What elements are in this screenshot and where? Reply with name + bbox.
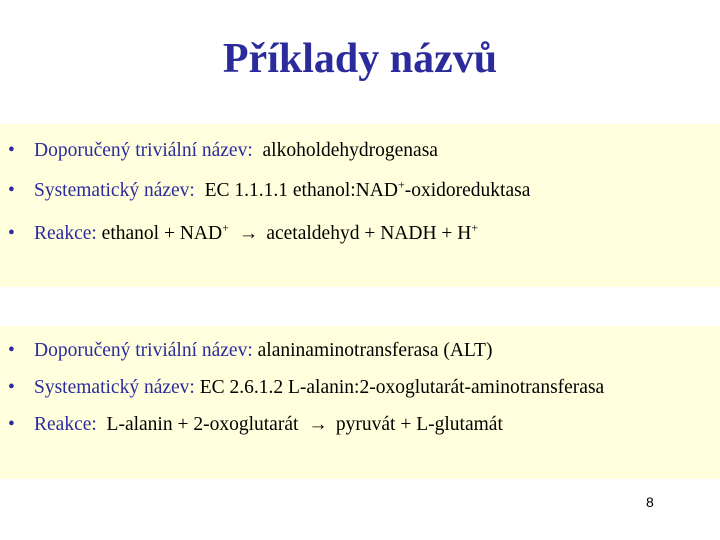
trivial-name-label: Doporučený triviální název:	[34, 340, 253, 361]
example-box-alanine-aminotransferase	[0, 326, 720, 479]
reaction-products: pyruvát + L-glutamát	[335, 414, 503, 435]
page-number: 8	[646, 494, 654, 510]
bullet-marker: •	[8, 340, 15, 361]
reaction-products-text: acetaldehyd + NADH + H	[266, 223, 472, 244]
bullet-text	[34, 138, 438, 164]
reaction-label: Reakce:	[34, 414, 97, 435]
bullet-text	[34, 178, 530, 204]
slide-title: Příklady názvů	[222, 36, 498, 82]
bullet-text	[34, 412, 503, 438]
bullet-marker: •	[8, 140, 15, 161]
superscript-plus: +	[222, 220, 229, 235]
bullet-marker: •	[8, 377, 15, 398]
trivial-name-label: Doporučený triviální název:	[34, 140, 253, 161]
systematic-name-value	[204, 177, 531, 201]
systematic-name-part: -oxidoreduktasa	[404, 180, 531, 201]
bullet-marker: •	[8, 180, 15, 201]
bullet-text	[34, 375, 604, 401]
bullet-text	[34, 221, 478, 247]
bullet-marker: •	[8, 223, 15, 244]
reaction-substrates	[101, 220, 229, 244]
bullet-text	[34, 338, 492, 364]
example-box-alcohol-dehydrogenase	[0, 124, 720, 287]
reaction-arrow-icon: →	[308, 414, 328, 435]
reaction-products	[266, 220, 479, 244]
reaction-label: Reakce:	[34, 223, 97, 244]
systematic-name-value: EC 2.6.1.2 L-alanin:2-oxoglutarát-aminotransferasa	[199, 377, 605, 398]
bullet-marker: •	[8, 414, 15, 435]
trivial-name-value: alaninaminotransferasa (ALT)	[257, 340, 493, 361]
reaction-arrow-icon: →	[238, 223, 259, 244]
systematic-name-label: Systematický název:	[34, 377, 195, 398]
trivial-name-value: alkoholdehydrogenasa	[262, 140, 438, 161]
systematic-name-part: EC 1.1.1.1 ethanol:NAD	[204, 180, 398, 201]
superscript-plus: +	[397, 177, 405, 192]
reaction-substrates: L-alanin + 2-oxoglutarát	[106, 414, 299, 435]
reaction-substrates-text: ethanol + NAD	[101, 223, 223, 244]
systematic-name-label: Systematický název:	[34, 180, 195, 201]
superscript-plus: +	[471, 220, 479, 235]
